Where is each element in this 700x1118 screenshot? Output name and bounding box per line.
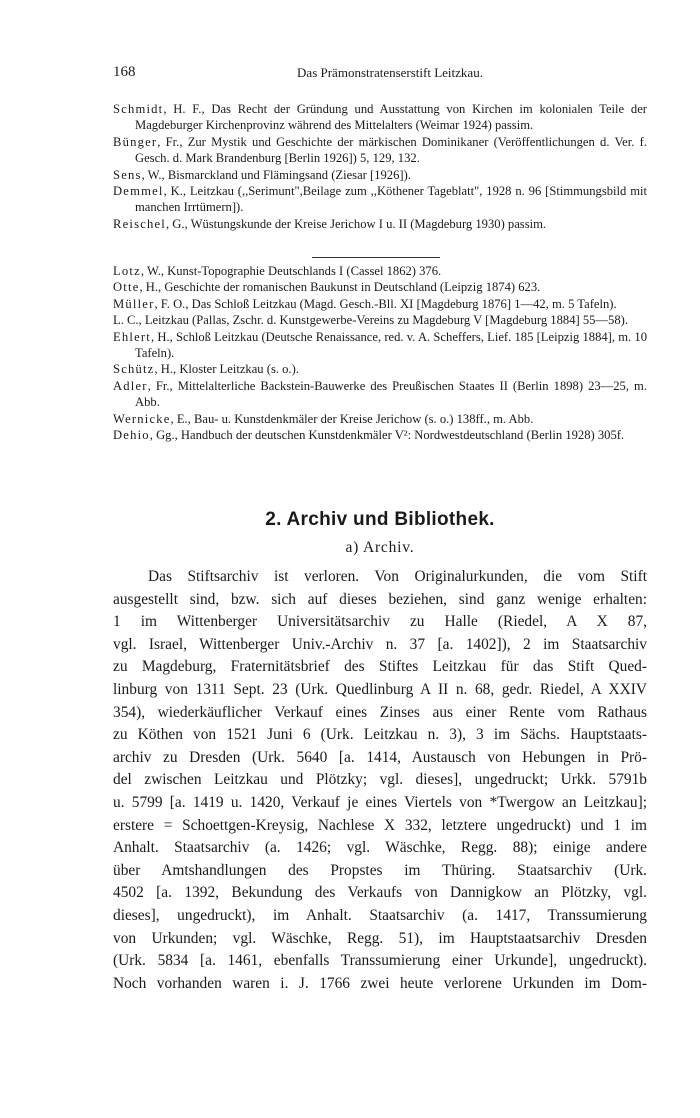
bibliography-list-general [113,101,647,232]
bibliography-list-art-history [113,263,647,443]
text-line: del zwischen Leitzkau und Plötzky; vgl. dieses], ungedruckt; Urkk. 5791b [113,771,647,789]
bibliography-entry [113,329,647,362]
entry-text: , G., Wüstungskunde der Kreise Jerichow I u. II (Magdeburg 1930) passim. [165,216,547,231]
text-line: Anhalt. Staatsarchiv (a. 1426; vgl. Wäschke, Regg. 88); einige andere [113,839,647,857]
text-line: dieses], ungedruckt), im Anhalt. Staatsarchiv (a. 1417, Transsumierung [113,906,647,924]
section-divider [312,257,440,258]
text-line: ausgestellt sind, bzw. sich auf dieses beziehen, sind ganz wenige erhalten: [113,590,647,608]
entry-text: , W., Bismarckland und Flämingsand (Ziesar [1926]). [141,167,411,182]
author-name: Dehio [113,428,150,443]
text-line: zu Magdeburg, Fraternitätsbrief des Stiftes Leitzkau für das Stift Qued- [113,658,647,676]
text-line: 354), wiederkäuflicher Verkauf eines Zinses aus einer Rente vom Rathaus [113,703,647,721]
bibliography-entry [113,411,647,427]
bibliography-entry [113,134,647,167]
page-header [113,64,647,86]
bibliography-entry [113,101,647,134]
author-name: Bünger [113,134,158,149]
bibliography-entry [113,263,647,279]
text-line: zu Köthen von 1521 Juni 6 (Urk. Leitzkau n. 3), 3 im Sächs. Hauptstaats- [113,726,647,744]
author-name: L. C. [113,313,139,328]
bibliography-entry [113,216,647,232]
entry-text: , W., Kunst-Topographie Deutschlands I (Cassel 1862) 376. [140,264,442,278]
subsection-title: a) Archiv. [345,539,415,556]
author-name: Wernicke [113,411,171,426]
bibliography-entry [113,296,647,312]
running-title: Das Prämonstratenserstift Leitzkau. [297,65,483,80]
text-line: Das Stiftsarchiv ist verloren. Von Originalurkunden, die vom Stift [148,568,647,585]
text-line: u. 5799 [a. 1419 u. 1420, Verkauf je eines Viertels von *Twergow an Leitzkau]; [113,793,647,811]
text-line: archiv zu Dresden (Urk. 5640 [a. 1414, Austausch von Hebungen in Prö- [113,748,647,766]
page-number: 168 [113,64,136,80]
entry-text: , F. O., Das Schloß Leitzkau (Magd. Gesch.-Bll. XI [Magdeburg 1876] 1—42, m. 5 Tafeln). [154,296,617,311]
author-name: Ehlert [113,329,151,344]
author-name: Schütz [113,362,155,377]
text-line: vgl. Israel, Wittenberger Univ.-Archiv n. 37 [a. 1402]), 2 im Staatsarchiv [113,635,647,653]
entry-text: , Fr., Mittelalterliche Backstein-Bauwerke des Preußischen Staates II (Berlin 1898) 23—25, m. Abb. [135,378,647,410]
entry-text: , Fr., Zur Mystik und Geschichte der märkischen Dominikaner (Veröffentlichungen d. Ver. f. Gesch. d. Mark Brandenburg [Berlin 1926]) 5, 129, 132. [135,134,647,166]
text-line: von Urkunden; vgl. Wäschke, Regg. 51), im Hauptstaatsarchiv Dresden [113,929,647,947]
author-name: Reischel [113,216,166,231]
entry-text: , H., Kloster Leitzkau (s. o.). [154,362,299,377]
entry-text: , K., Leitzkau (,,Serimunt",Beilage zum ,,Köthener Tageblatt", 1928 n. 96 [Stimmungsbild mit manchen Irrtümern]). [135,184,647,215]
bibliography-entry [113,279,647,295]
text-line: über Amtshandlungen des Propstes im Thüring. Staatsarchiv (Urk. [113,861,647,879]
bibliography-entry [113,427,647,443]
author-name: Müller [113,296,155,311]
entry-text: , E., Bau- u. Kunstdenkmäler der Kreise Jerichow (s. o.) 138ff., m. Abb. [170,411,534,426]
author-name: Sens [113,167,142,182]
entry-text: , H., Schloß Leitzkau (Deutsche Renaissance, red. v. A. Scheffers, Lief. 185 [Leipzig 1884], m. 10 Tafeln). [135,329,647,361]
text-line: (Urk. 5834 [a. 1461, ebenfalls Transsumierung einer Urkunde], ungedruckt). [113,952,647,970]
bibliography-entry [113,167,647,183]
text-line: linburg von 1311 Sept. 23 (Urk. Quedlinburg A II n. 68, gedr. Riedel, A XXIV [113,680,647,698]
text-line: erstere = Schoettgen-Kreysig, Nachlese X 332, letztere ungedruckt) und 1 im [113,816,647,834]
bibliography-entry [113,361,647,377]
text-line: 4502 [a. 1392, Bekundung des Verkaufs von Dannigkow an Plötzky, vgl. [113,884,647,902]
text-line: Noch vorhanden waren i. J. 1766 zwei heute verlorene Urkunden im Dom- [113,974,647,992]
author-name: Otte [113,280,140,295]
author-name: Schmidt [113,102,164,116]
body-paragraph [113,566,647,995]
entry-text: , H. F., Das Recht der Gründung und Ausstattung von Kirchen im kolonialen Teile der Magdeburger Kirchenprovinz während des Mittelalters (Weimar 1924) passim. [135,102,647,133]
bibliography-entry [113,378,647,411]
author-name: Demmel [113,184,164,199]
entry-text: , Leitzkau (Pallas, Zschr. d. Kunstgewerbe-Vereins zu Magdeburg V [Magdeburg 1884] 55—58). [138,313,628,328]
entry-text: , H., Geschichte der romanischen Baukunst in Deutschland (Leipzig 1874) 623. [139,280,541,295]
bibliography-entry [113,183,647,216]
entry-text: , Gg., Handbuch der deutschen Kunstdenkmäler V²: Nordwestdeutschland (Berlin 1928) 305f. [149,428,625,443]
bibliography-entry [113,312,647,328]
author-name: Adler [113,378,148,393]
author-name: Lotz [113,264,141,278]
text-line: 1 im Wittenberger Universitätsarchiv zu Halle (Riedel, A X 87, [113,613,647,631]
section-title: 2. Archiv und Bibliothek. [265,509,495,530]
